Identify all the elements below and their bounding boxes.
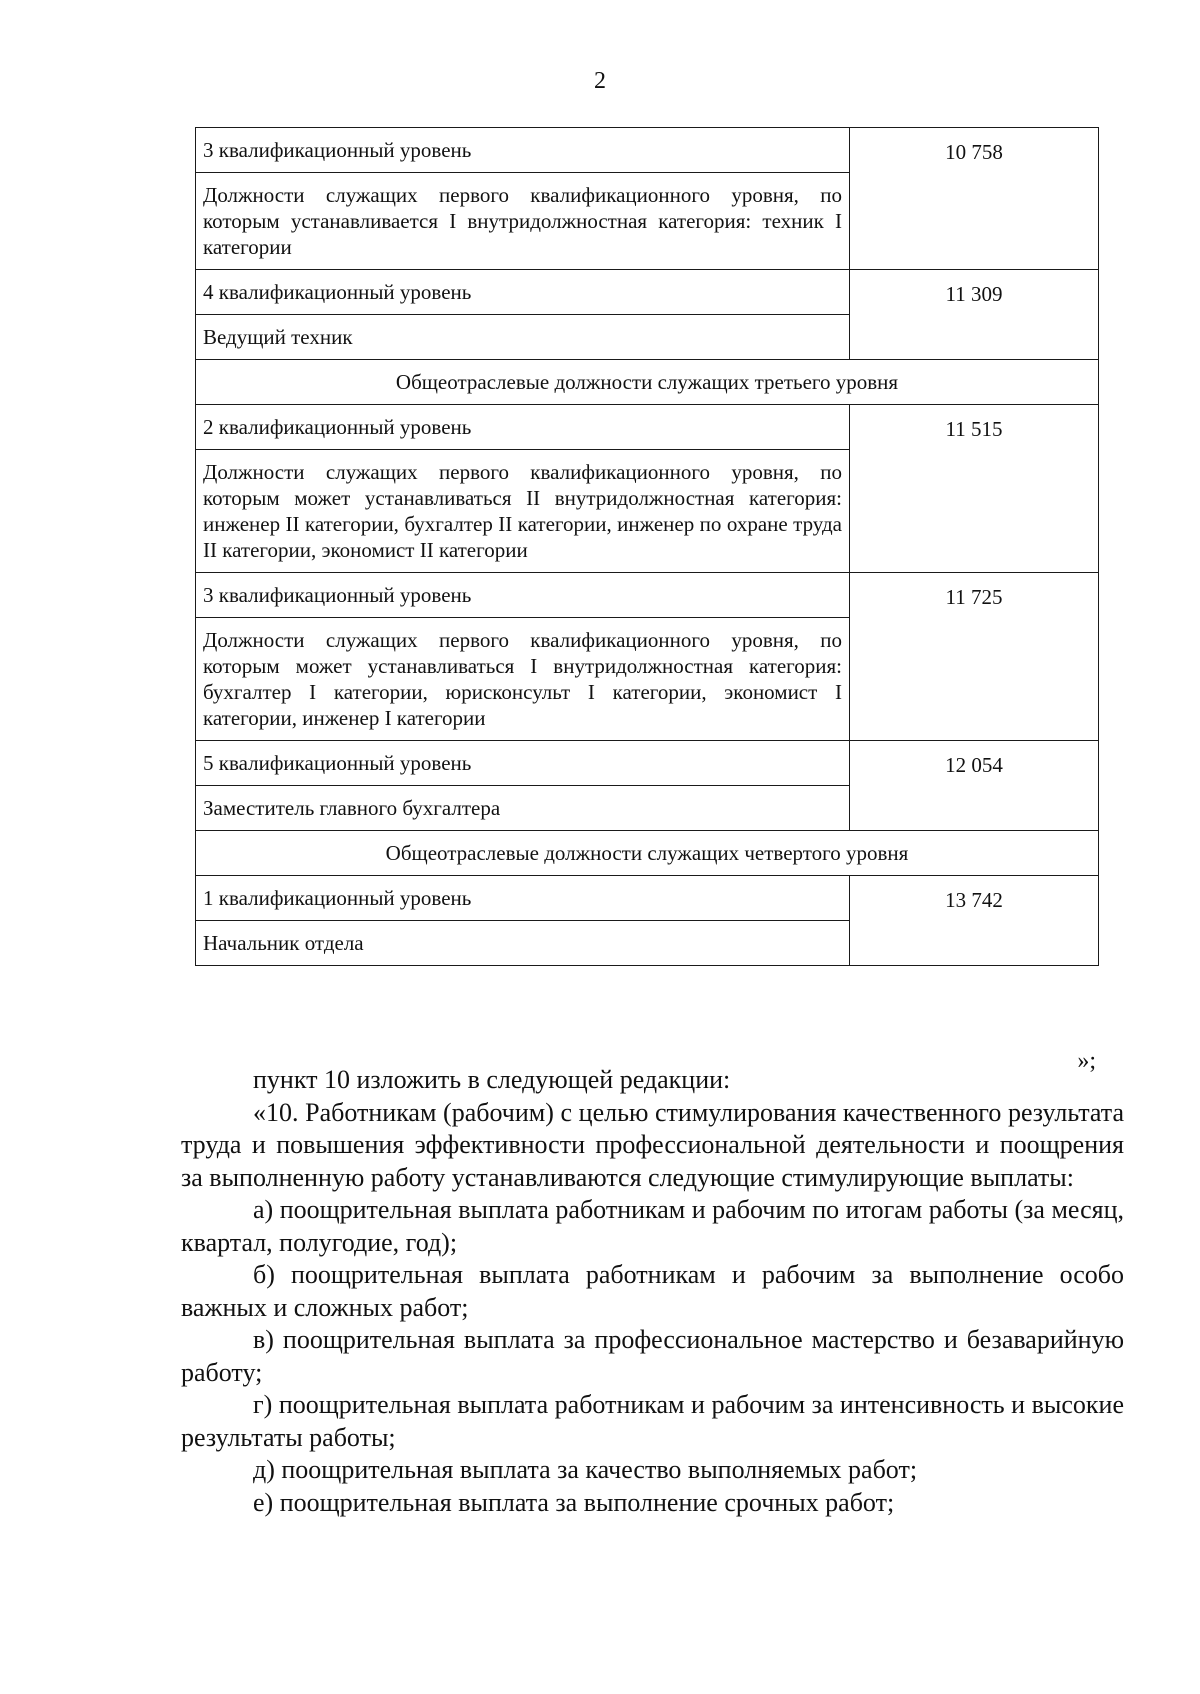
list-item: е) поощрительная выплата за выполнение срочных работ; bbox=[253, 1487, 895, 1517]
list-item: г) поощрительная выплата работникам и рабочим за интенсивность и высокие результаты работы; bbox=[181, 1390, 1124, 1452]
list-item: д) поощрительная выплата за качество выполняемых работ; bbox=[253, 1455, 918, 1484]
position-description-cell: Должности служащих первого квалификационного уровня, по которым устанавливается I внутридолжностная категория: техник I категории bbox=[196, 173, 850, 270]
list-item: б) поощрительная выплата работникам и рабочим за выполнение особо важных и сложных работ; bbox=[181, 1260, 1124, 1322]
salary-table bbox=[195, 127, 1099, 966]
list-item: а) поощрительная выплата работникам и рабочим по итогам работы (за месяц, квартал, полугодие, год); bbox=[181, 1195, 1124, 1257]
level-cell: 3 квалификационный уровень bbox=[196, 128, 850, 173]
table-row bbox=[196, 876, 1099, 921]
table-row bbox=[196, 270, 1099, 315]
page-number: 2 bbox=[594, 68, 606, 94]
level-cell: 1 квалификационный уровень bbox=[196, 876, 850, 921]
table-row bbox=[196, 741, 1099, 786]
body-text bbox=[181, 1064, 1124, 1519]
table-row bbox=[196, 405, 1099, 450]
salary-value-cell: 11 725 bbox=[850, 573, 1099, 741]
level-cell: 5 квалификационный уровень bbox=[196, 741, 850, 786]
table-group-row bbox=[196, 831, 1099, 876]
table-group-row bbox=[196, 360, 1099, 405]
salary-value-cell: 10 758 bbox=[850, 128, 1099, 270]
table-row bbox=[196, 573, 1099, 618]
group-header-cell: Общеотраслевые должности служащих третьего уровня bbox=[196, 360, 1099, 405]
position-description-cell: Заместитель главного бухгалтера bbox=[196, 786, 850, 831]
salary-value-cell: 11 515 bbox=[850, 405, 1099, 573]
salary-value-cell: 13 742 bbox=[850, 876, 1099, 966]
level-cell: 2 квалификационный уровень bbox=[196, 405, 850, 450]
position-description-cell: Должности служащих первого квалификационного уровня, по которым может устанавливаться II внутридолжностная категория: инженер II категории, бухгалтер II категории, инженер по охране труда II категории, экономист II категории bbox=[196, 450, 850, 573]
list-item: в) поощрительная выплата за профессиональное мастерство и безаварийную работу; bbox=[181, 1325, 1124, 1387]
salary-value-cell: 12 054 bbox=[850, 741, 1099, 831]
paragraph: «10. Работникам (рабочим) с целью стимулирования качественного результата труда и повышения эффективности профессиональной деятельности и поощрения за выполненную работу устанавливаются следующие стимулирующие выплаты: bbox=[181, 1097, 1124, 1192]
position-description-cell: Ведущий техник bbox=[196, 315, 850, 360]
position-description-cell: Начальник отдела bbox=[196, 921, 850, 966]
closing-quote-mark: »; bbox=[1077, 1048, 1096, 1074]
group-header-cell: Общеотраслевые должности служащих четвертого уровня bbox=[196, 831, 1099, 876]
level-cell: 4 квалификационный уровень bbox=[196, 270, 850, 315]
table-row bbox=[196, 128, 1099, 173]
level-cell: 3 квалификационный уровень bbox=[196, 573, 850, 618]
salary-value-cell: 11 309 bbox=[850, 270, 1099, 360]
paragraph: пункт 10 изложить в следующей редакции: bbox=[253, 1065, 731, 1094]
position-description-cell: Должности служащих первого квалификационного уровня, по которым может устанавливаться I внутридолжностная категория: бухгалтер I категории, юрисконсульт I категории, экономист I категории, инженер I категории bbox=[196, 618, 850, 741]
